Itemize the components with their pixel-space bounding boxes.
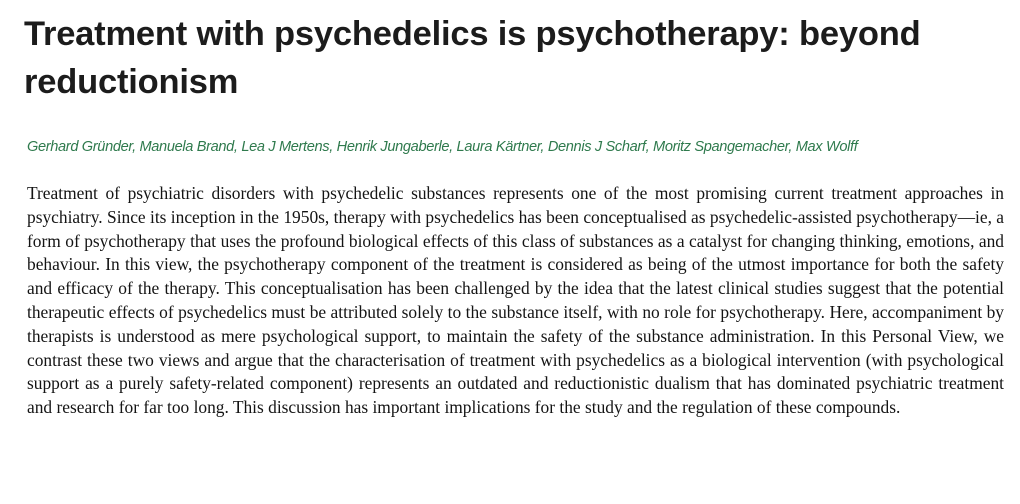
abstract-text: Treatment of psychiatric disorders with psychedelic substances represents one of the most promising current treatment approaches in psychiatry. Since its inception in the 1950s, therapy with psychedelics has been conceptualised as psychedelic-assisted psychotherapy—ie, a form of psychotherapy that uses the profound biological effects of this class of substances as a catalyst for changing thinking, emotions, and behaviour. In this view, the psychotherapy component of the treatment is considered as being of the utmost importance for both the safety and efficacy of the therapy. This conceptualisation has been challenged by the idea that the latest clinical studies suggest that the potential therapeutic effects of psychedelics must be attributed solely to the substance itself, with no role for psychotherapy. Here, accompaniment by therapists is understood as mere psychological support, to maintain the safety of the substance administration. In this Personal View, we contrast these two views and argue that the characterisation of treatment with psychedelics as a biological intervention (with psychological support as a purely safety-related component) represents an outdated and reductionistic dualism that has dominated psychiatric treatment and research for far too long. This discussion has important implications for the study and the regulation of these compounds. — [27, 183, 1004, 418]
author-list: Gerhard Gründer, Manuela Brand, Lea J Mertens, Henrik Jungaberle, Laura Kärtner, Dennis J Scharf, Moritz Spangemacher, Max Wolff — [27, 139, 858, 155]
article-title: Treatment with psychedelics is psychotherapy: beyond reductionism — [24, 15, 921, 101]
